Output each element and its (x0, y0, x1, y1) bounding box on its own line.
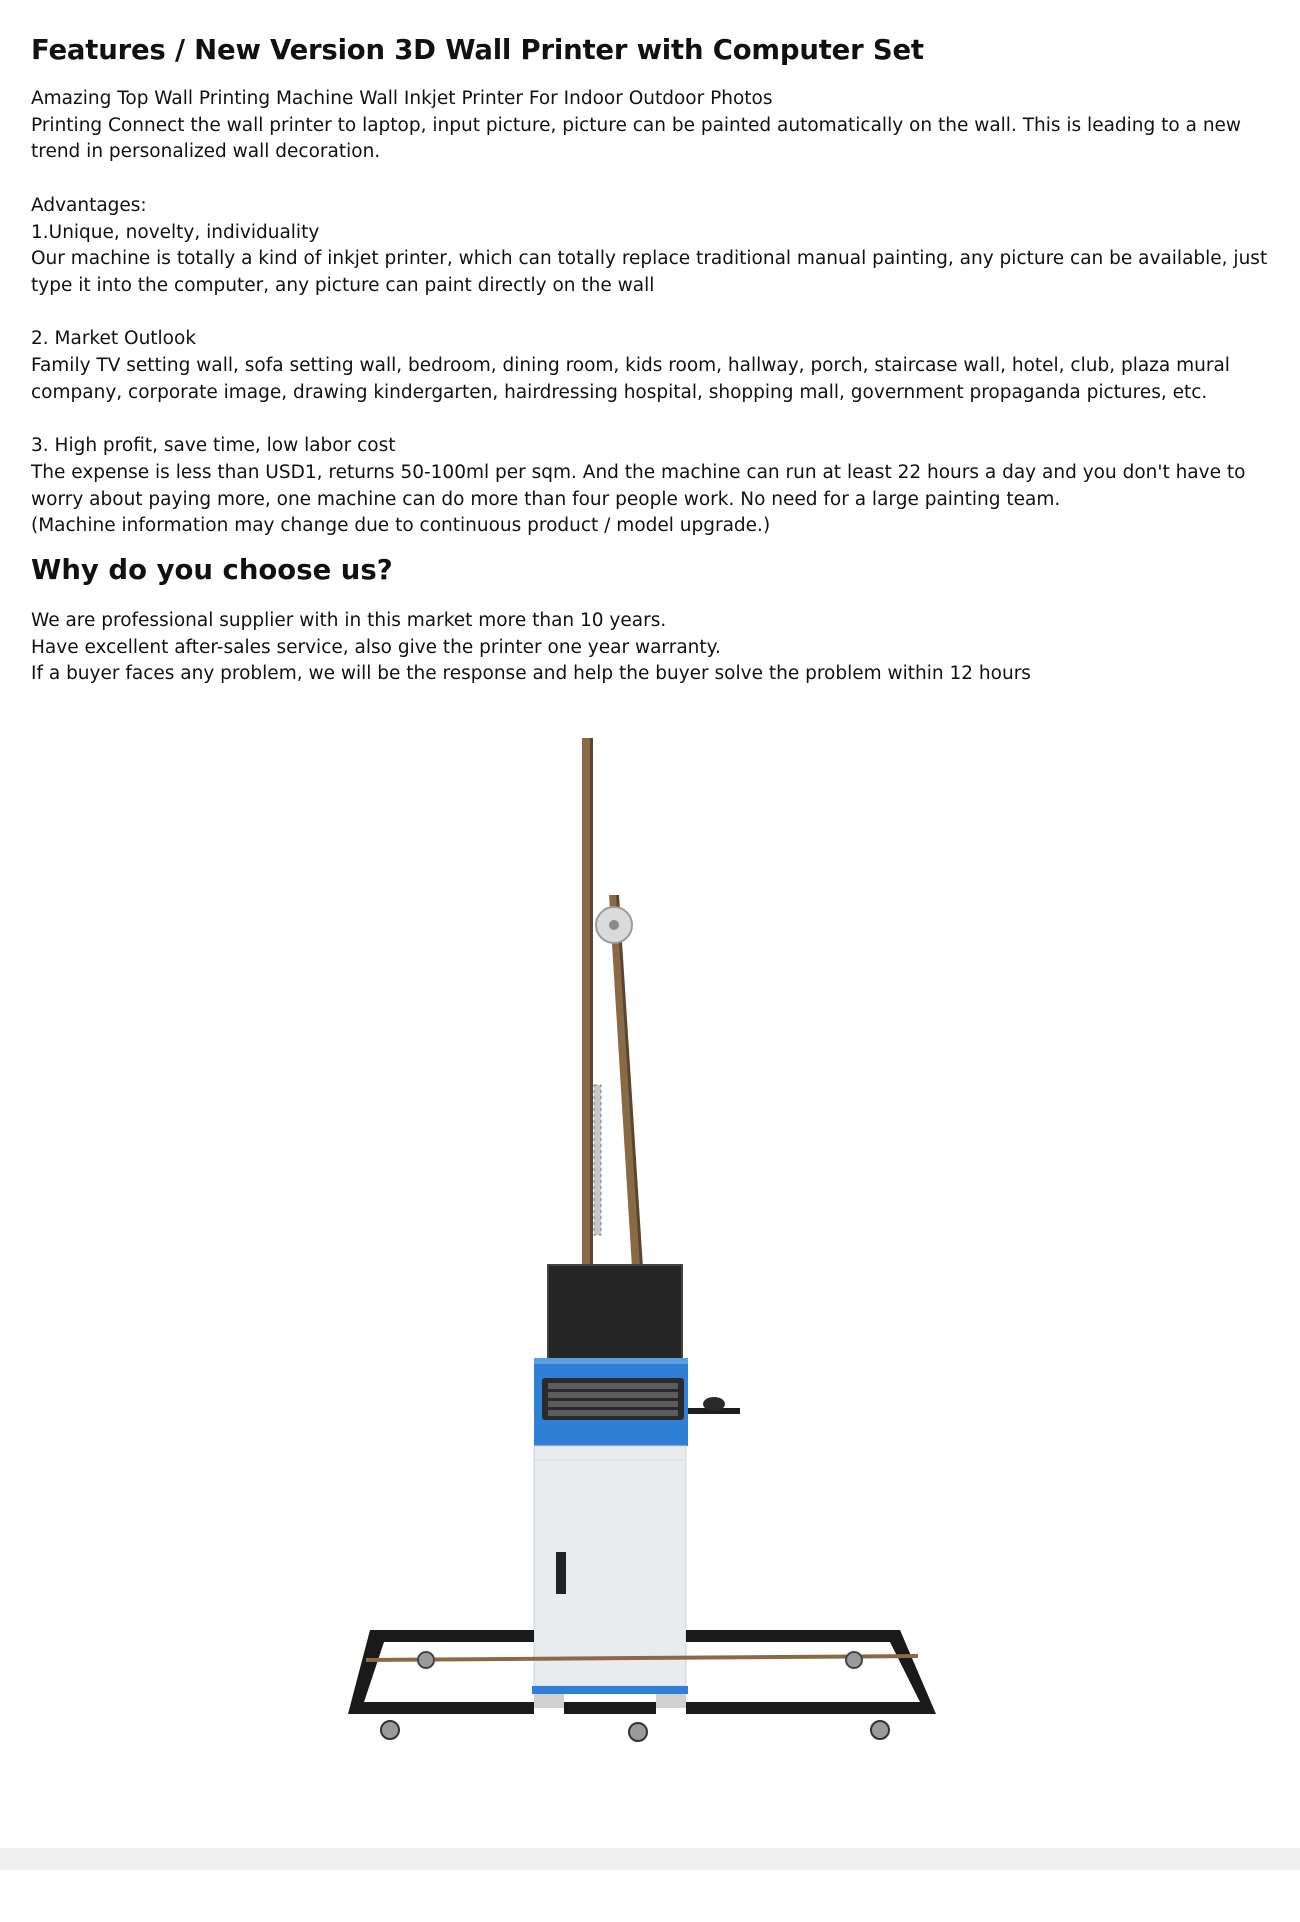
cabinet-base-blue (532, 1686, 688, 1694)
spacer (31, 300, 1281, 327)
mouse (703, 1397, 725, 1411)
base-frame-front (564, 1702, 656, 1714)
intro-line-1: Amazing Top Wall Printing Machine Wall Inkjet Printer For Indoor Outdoor Photos (31, 88, 773, 109)
cabinet-top-highlight (534, 1358, 688, 1364)
base-frame-left (348, 1630, 534, 1714)
spacer (31, 406, 1281, 433)
footer-band (0, 1848, 1300, 1870)
why-line: Have excellent after-sales service, also give the printer one year warranty. (31, 636, 721, 658)
horizontal-rail (366, 1656, 918, 1660)
advantage-heading: 3. High profit, save time, low labor cost (31, 435, 396, 457)
vertical-rail-left-shadow (590, 738, 593, 1268)
advantage-body: The expense is less than USD1, returns 50-100ml per sqm. And the machine can run at least 22 hours a day and you don't have to worry about paying more, one machine can do more than four people work. No need for a large painting team. (31, 461, 1246, 510)
description-content (31, 30, 1281, 688)
upgrade-note: (Machine information may change due to continuous product / model upgrade.) (31, 515, 771, 537)
wall-printer-illustration (320, 730, 980, 1760)
advantage-body: Our machine is totally a kind of inkjet printer, which can totally replace traditional manual painting, any picture can be available, just type it into the computer, any picture can paint directly on the wall (31, 248, 1268, 296)
intro-line-2: Printing Connect the wall printer to laptop, input picture, picture can be painted automatically on the wall. This is leading to a new trend in personalized wall decoration. (31, 114, 1242, 163)
advantage-heading: 2. Market Outlook (31, 328, 197, 350)
features-title: Features / New Version 3D Wall Printer with Computer Set (31, 34, 924, 66)
advantage-heading: 1.Unique, novelty, individuality (31, 221, 320, 243)
product-image (320, 730, 980, 1760)
why-line: If a buyer faces any problem, we will be the response and help the buyer solve the problem within 12 hours (31, 663, 1031, 685)
why-line: We are professional supplier with in this market more than 10 years. (31, 609, 667, 631)
cabinet-foot-left (534, 1694, 564, 1708)
why-choose-us-title: Why do you choose us? (31, 553, 393, 586)
print-head-hub (609, 920, 619, 930)
advantages-label: Advantages: (31, 194, 147, 216)
advantage-body: Family TV setting wall, sofa setting wall, bedroom, dining room, kids room, hallway, porch, staircase wall, hotel, club, plaza mural company, corporate image, drawing kindergarten, hairdressing hospital, shopping mall, government propaganda pictures, etc. (31, 355, 1230, 403)
laptop-screen (548, 1265, 682, 1360)
cabinet-handle (556, 1552, 566, 1594)
cabinet-foot-right (656, 1694, 686, 1708)
cable-chain (594, 1085, 601, 1235)
base-frame-right (686, 1630, 936, 1714)
spacer (31, 166, 1281, 193)
